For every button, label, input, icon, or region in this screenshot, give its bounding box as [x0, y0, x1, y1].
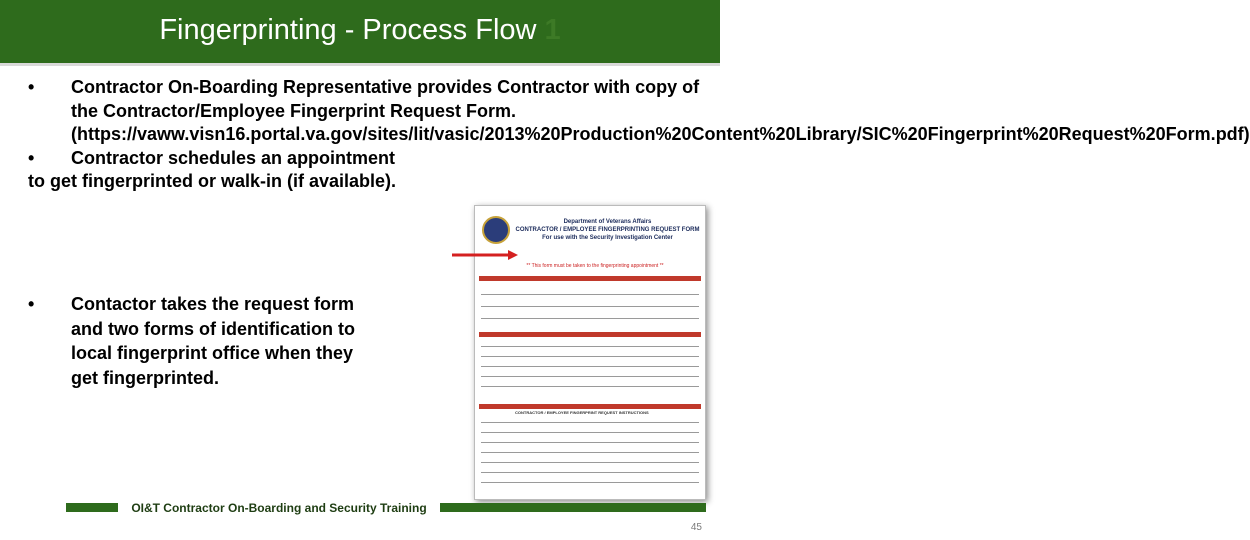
footer-bar-right: [440, 503, 706, 512]
bullet-item: [28, 292, 358, 390]
form-line: [481, 294, 699, 295]
footer-text: OI&T Contractor On-Boarding and Security Training: [131, 501, 427, 515]
bullet-list: [28, 76, 1250, 194]
form-line: [481, 472, 699, 473]
slide-title-number: 1: [544, 14, 561, 46]
bullet-text: Contractor schedules an appointment: [71, 147, 396, 168]
bullet-continuation: to get fingerprinted or walk-in (if available).: [28, 171, 397, 191]
form-heading-department: Department of Veterans Affairs: [563, 219, 652, 225]
bullet-marker: •: [28, 77, 35, 97]
bullet-marker: •: [28, 294, 35, 314]
page-number: 45: [690, 522, 702, 533]
form-line: [481, 356, 699, 357]
form-heading-title: CONTRACTOR / EMPLOYEE FINGERPRINTING REQUEST FORM: [515, 227, 700, 233]
form-line: [481, 346, 699, 347]
form-line: [481, 462, 699, 463]
form-line: [481, 306, 699, 307]
form-section-band: [479, 276, 701, 281]
form-line: [481, 432, 699, 433]
footer-bar-left: [66, 503, 118, 512]
form-instructions-title: CONTRACTOR / EMPLOYEE FINGERPRINT REQUEST INSTRUCTIONS: [515, 410, 649, 415]
form-line: [481, 366, 699, 367]
slide-title-text: Fingerprinting - Process Flow: [159, 14, 537, 46]
form-section-band: [479, 404, 701, 409]
form-heading-subtitle: For use with the Security Investigation Center: [542, 235, 673, 241]
bullet-marker: •: [28, 147, 35, 168]
bullet-row: [28, 292, 358, 390]
red-arrow-icon: [452, 250, 518, 260]
form-line: [481, 442, 699, 443]
form-note: ** This form must be taken to the fingerprinting appointment **: [526, 263, 664, 269]
form-heading: [515, 218, 700, 242]
form-line: [481, 318, 699, 319]
form-line: [481, 452, 699, 453]
va-seal-icon: [482, 216, 510, 244]
bullet-item: [28, 76, 1250, 147]
bullet-item: [28, 147, 708, 194]
bullet-text: Contractor On-Boarding Representative provides Contractor with copy of the Contractor/Employee Fingerprint Request Form. (https://vaww.visn16.portal.va.gov/sites/lit/vasic/2013%20Production%20Content%20Library/SIC%20Fingerprint%20Request%20Form.pdf): [71, 77, 1250, 144]
bullet-text: Contactor takes the request form and two forms of identification to local fingerprint office when they get fingerprinted.: [71, 294, 355, 388]
form-line: [481, 422, 699, 423]
slide-title: [0, 14, 720, 47]
form-line: [481, 482, 699, 483]
form-section-band: [479, 332, 701, 337]
form-line: [481, 386, 699, 387]
form-line: [481, 376, 699, 377]
